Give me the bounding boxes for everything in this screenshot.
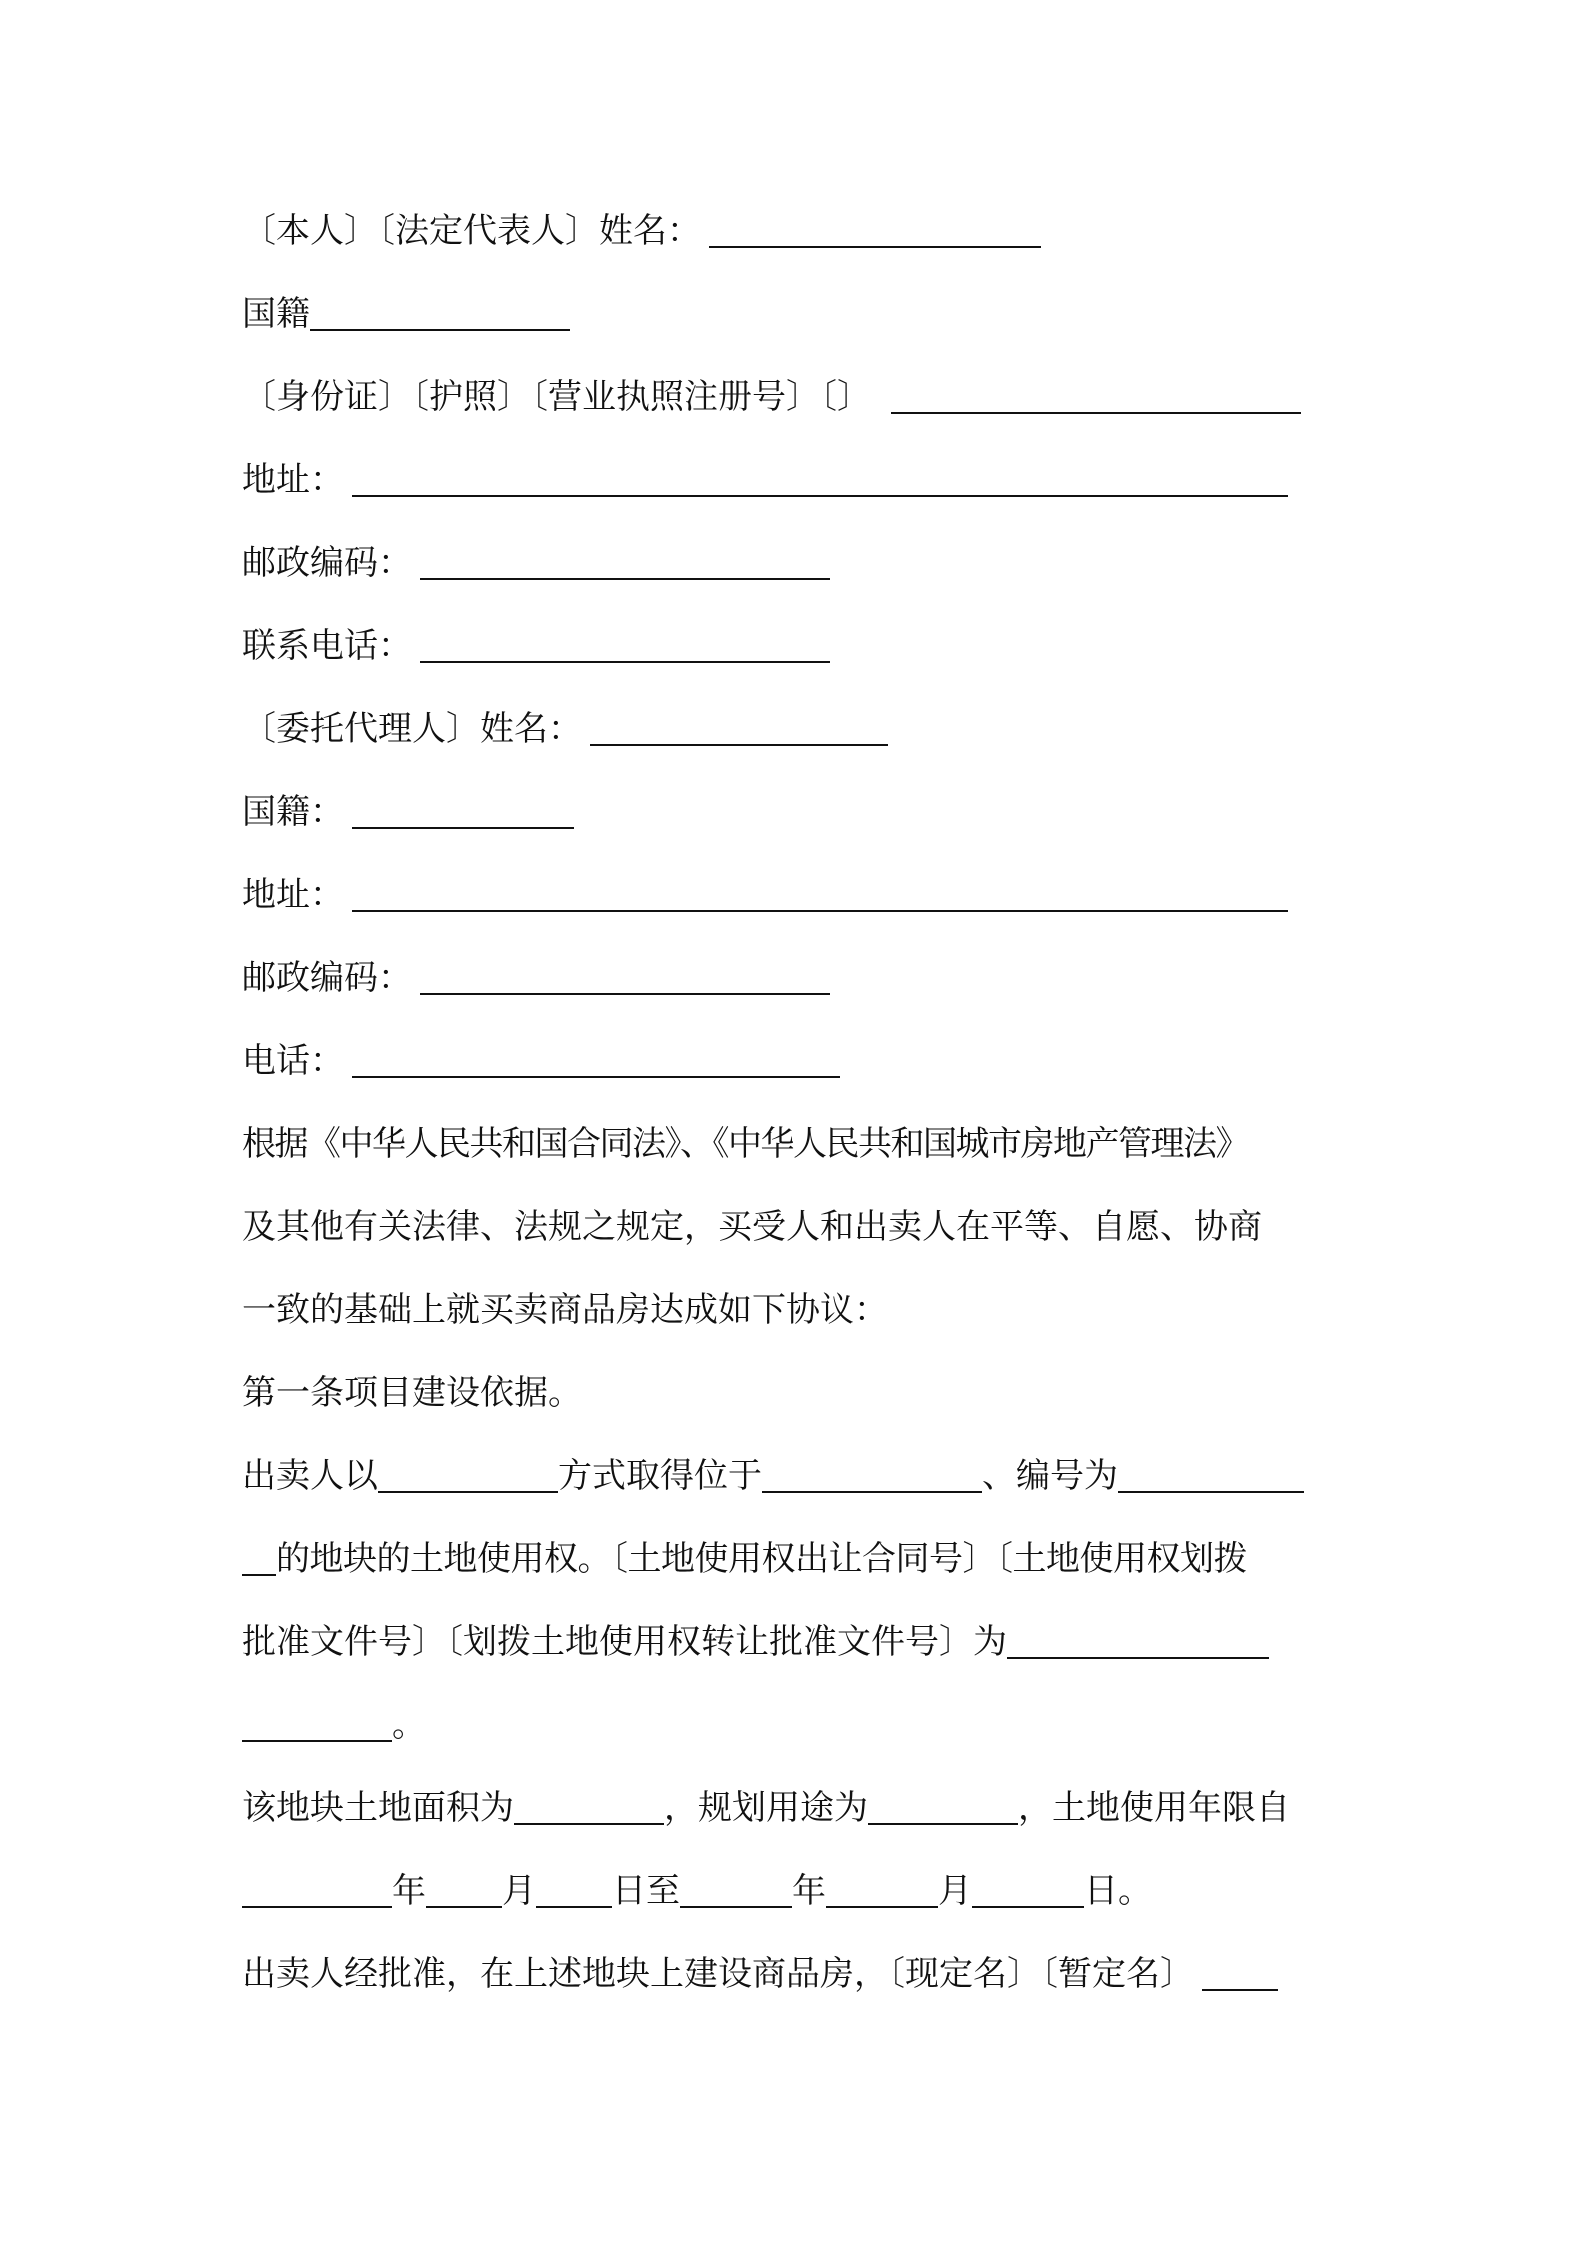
agent-phone-row xyxy=(242,1035,840,1087)
acquisition-method-label: 出卖人以 xyxy=(242,1456,378,1496)
period-mark: 。 xyxy=(392,1705,426,1745)
project-name-label: 出卖人经批准，在上述地块上建设商品房，〔现定名〕〔暂定名〕 xyxy=(242,1954,1194,1994)
principal-id-label: 〔身份证〕〔护照〕〔营业执照注册号〕〔〕 xyxy=(242,377,871,417)
principal-phone-blank[interactable] xyxy=(420,621,830,663)
agent-phone-blank[interactable] xyxy=(352,1036,840,1078)
land-use-right-text: 的地块的土地使用权。〔土地使用权出让合同号〕〔土地使用权划拨 xyxy=(276,1539,1247,1579)
location-label: 方式取得位于 xyxy=(558,1456,762,1496)
agent-postcode-blank[interactable] xyxy=(420,953,830,995)
month-label: 月 xyxy=(502,1871,536,1911)
month2-label: 月 xyxy=(938,1871,972,1911)
principal-nationality-label: 国籍 xyxy=(242,294,310,334)
principal-address-blank[interactable] xyxy=(352,455,1288,497)
agent-address-label: 地址： xyxy=(242,875,344,915)
approval-doc-label: 批准文件号〕〔划拨土地使用权转让批准文件号〕为 xyxy=(242,1622,1007,1662)
principal-id-row xyxy=(242,371,1301,423)
land-area-blank[interactable] xyxy=(514,1783,664,1825)
approval-doc-blank[interactable] xyxy=(1007,1617,1269,1659)
article1-p2 xyxy=(242,1533,1247,1585)
preamble-line-1: 根据《中华人民共和国合同法》、《中华人民共和国城市房地产管理法》 xyxy=(242,1124,1248,1164)
principal-name-row xyxy=(242,205,1041,257)
use-term-label: ，土地使用年限自 xyxy=(1018,1788,1290,1828)
approval-doc-blank-cont[interactable] xyxy=(242,1700,392,1742)
agent-name-blank[interactable] xyxy=(590,704,888,746)
project-name-blank[interactable] xyxy=(1202,1949,1278,1991)
parcel-number-label: 、编号为 xyxy=(982,1456,1118,1496)
agent-name-row xyxy=(242,703,888,755)
principal-phone-row xyxy=(242,620,830,672)
principal-phone-label: 联系电话： xyxy=(242,626,412,666)
agent-nationality-blank[interactable] xyxy=(352,787,574,829)
article1-heading: 第一条项目建设依据。 xyxy=(242,1373,582,1413)
start-year-blank[interactable] xyxy=(242,1866,392,1908)
end-day-blank[interactable] xyxy=(972,1866,1084,1908)
agent-postcode-label: 邮政编码： xyxy=(242,958,412,998)
preamble-line-2: 及其他有关法律、法规之规定，买受人和出卖人在平等、自愿、协商 xyxy=(242,1207,1262,1247)
agent-postcode-row xyxy=(242,952,830,1004)
principal-address-label: 地址： xyxy=(242,460,344,500)
principal-nationality-row xyxy=(242,288,570,340)
year2-label: 年 xyxy=(792,1871,826,1911)
agent-name-label: 〔委托代理人〕姓名： xyxy=(242,709,582,749)
land-area-label: 该地块土地面积为 xyxy=(242,1788,514,1828)
principal-postcode-row xyxy=(242,537,830,589)
day2-label: 日。 xyxy=(1084,1871,1152,1911)
agent-nationality-row xyxy=(242,786,574,838)
principal-postcode-label: 邮政编码： xyxy=(242,543,412,583)
start-month-blank[interactable] xyxy=(426,1866,502,1908)
principal-postcode-blank[interactable] xyxy=(420,538,830,580)
article1-p1 xyxy=(242,1450,1304,1502)
planned-use-label: ，规划用途为 xyxy=(664,1788,868,1828)
preamble-line-3: 一致的基础上就买卖商品房达成如下协议： xyxy=(242,1290,888,1330)
planned-use-blank[interactable] xyxy=(868,1783,1018,1825)
end-year-blank[interactable] xyxy=(680,1866,792,1908)
agent-nationality-label: 国籍： xyxy=(242,792,344,832)
location-blank[interactable] xyxy=(762,1451,982,1493)
parcel-number-blank[interactable] xyxy=(1118,1451,1304,1493)
principal-nationality-blank[interactable] xyxy=(310,289,570,331)
principal-name-label: 〔本人〕〔法定代表人〕姓名： xyxy=(242,211,701,251)
parcel-number-blank-cont[interactable] xyxy=(242,1534,276,1576)
start-day-blank[interactable] xyxy=(536,1866,612,1908)
day-to-label: 日至 xyxy=(612,1871,680,1911)
article1-p4 xyxy=(242,1699,426,1751)
agent-address-row xyxy=(242,869,1288,921)
principal-name-blank[interactable] xyxy=(709,206,1041,248)
end-month-blank[interactable] xyxy=(826,1866,938,1908)
article1-date-row xyxy=(242,1865,1152,1917)
article1-p3 xyxy=(242,1616,1269,1668)
article1-area-row xyxy=(242,1782,1290,1834)
agent-address-blank[interactable] xyxy=(352,870,1288,912)
agent-phone-label: 电话： xyxy=(242,1041,344,1081)
principal-id-blank[interactable] xyxy=(891,372,1301,414)
acquisition-method-blank[interactable] xyxy=(378,1451,558,1493)
year-label: 年 xyxy=(392,1871,426,1911)
principal-address-row xyxy=(242,454,1288,506)
article1-last-row xyxy=(242,1948,1278,2000)
